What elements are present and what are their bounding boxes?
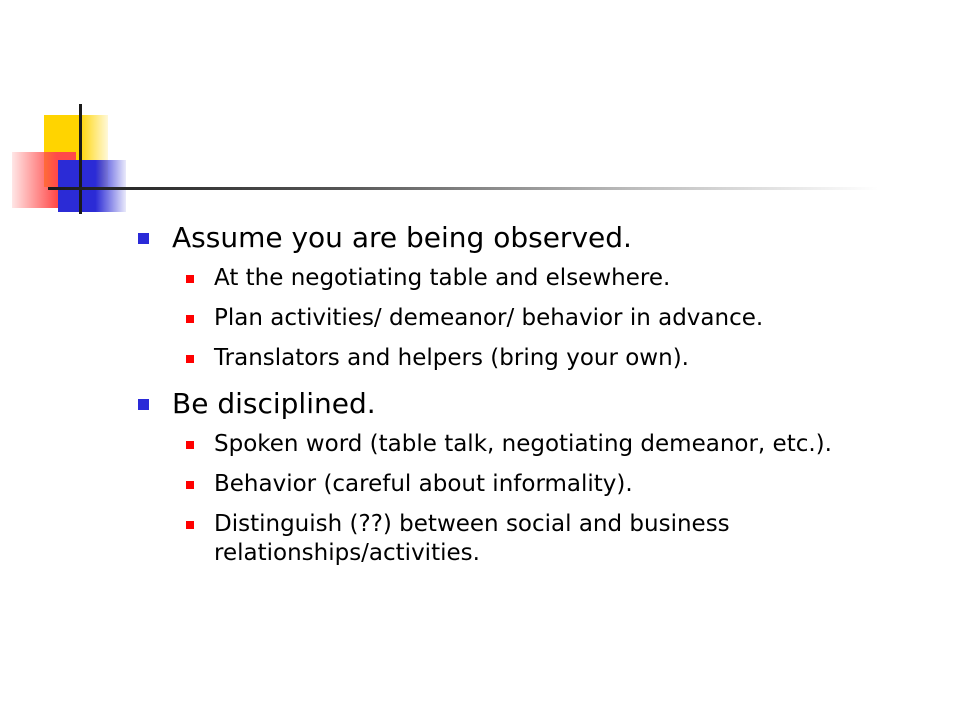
level2-item-text: Distinguish (??) between social and business relationships/activities. — [214, 511, 730, 566]
bullet-group — [134, 218, 924, 373]
level2-item-text: At the negotiating table and elsewhere. — [214, 265, 671, 291]
level1-item — [134, 218, 924, 258]
bullet-group — [134, 384, 924, 568]
level1-item-text: Be disciplined. — [172, 387, 376, 420]
level2-item — [134, 304, 924, 333]
level2-item-text: Spoken word (table talk, negotiating demeanor, etc.). — [214, 431, 832, 457]
level1-item — [134, 384, 924, 424]
bullet-list — [134, 218, 924, 579]
square-bullet-icon — [186, 355, 194, 363]
square-bullet-icon — [186, 275, 194, 283]
square-bullet-icon — [186, 481, 194, 489]
level2-item-text: Behavior (careful about informality). — [214, 471, 633, 497]
square-bullet-icon — [186, 521, 194, 529]
square-bullet-icon — [186, 441, 194, 449]
square-bullet-icon — [186, 315, 194, 323]
level2-item — [134, 344, 924, 373]
level1-item-text: Assume you are being observed. — [172, 221, 632, 254]
level2-item-text: Plan activities/ demeanor/ behavior in advance. — [214, 305, 764, 331]
title-divider-rule — [48, 187, 878, 190]
vertical-rule — [79, 104, 82, 214]
blue-square-shape — [58, 160, 126, 212]
square-bullet-icon — [138, 233, 149, 244]
level2-item-text: Translators and helpers (bring your own). — [214, 345, 689, 371]
level2-item — [134, 264, 924, 293]
level2-item — [134, 510, 924, 568]
level2-item — [134, 470, 924, 499]
level2-item — [134, 430, 924, 459]
square-bullet-icon — [138, 399, 149, 410]
decorative-logo — [0, 0, 960, 230]
